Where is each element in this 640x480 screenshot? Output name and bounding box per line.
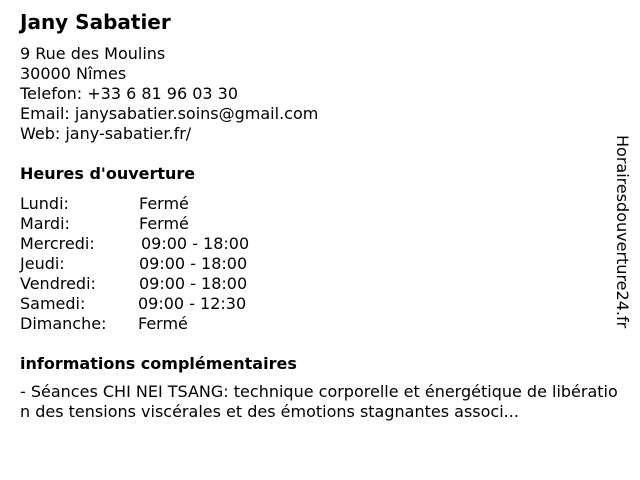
day-label: Mercredi: <box>20 234 95 253</box>
day-label: Vendredi: <box>20 274 96 293</box>
address-street: 9 Rue des Moulins <box>20 44 166 63</box>
site-watermark: Horairesdouverture24.fr <box>613 135 632 329</box>
day-hours: 09:00 - 18:00 <box>141 234 250 253</box>
additional-info-text: - Séances CHI NEI TSANG: technique corporelle et énergétique de libération des tensions viscérales et des émotions stagnantes associ... <box>20 382 618 421</box>
business-name: Jany Sabatier <box>20 10 171 34</box>
opening-hours-heading: Heures d'ouverture <box>20 164 196 183</box>
day-label: Jeudi: <box>20 254 65 273</box>
address-city: 30000 Nîmes <box>20 64 127 83</box>
day-hours: Fermé <box>139 194 189 213</box>
day-hours: 09:00 - 18:00 <box>139 274 248 293</box>
day-hours: 09:00 - 12:30 <box>138 294 247 313</box>
day-hours: 09:00 - 18:00 <box>139 254 248 273</box>
phone-line[interactable]: Telefon: +33 6 81 96 03 30 <box>20 84 239 103</box>
day-label: Mardi: <box>20 214 70 233</box>
day-hours: Fermé <box>139 214 189 233</box>
additional-info-heading: informations complémentaires <box>20 354 297 373</box>
day-label: Samedi: <box>20 294 86 313</box>
day-label: Dimanche: <box>20 314 107 333</box>
day-label: Lundi: <box>20 194 69 213</box>
day-hours: Fermé <box>138 314 188 333</box>
email-line[interactable]: Email: janysabatier.soins@gmail.com <box>20 104 319 123</box>
web-line[interactable]: Web: jany-sabatier.fr/ <box>20 124 192 143</box>
